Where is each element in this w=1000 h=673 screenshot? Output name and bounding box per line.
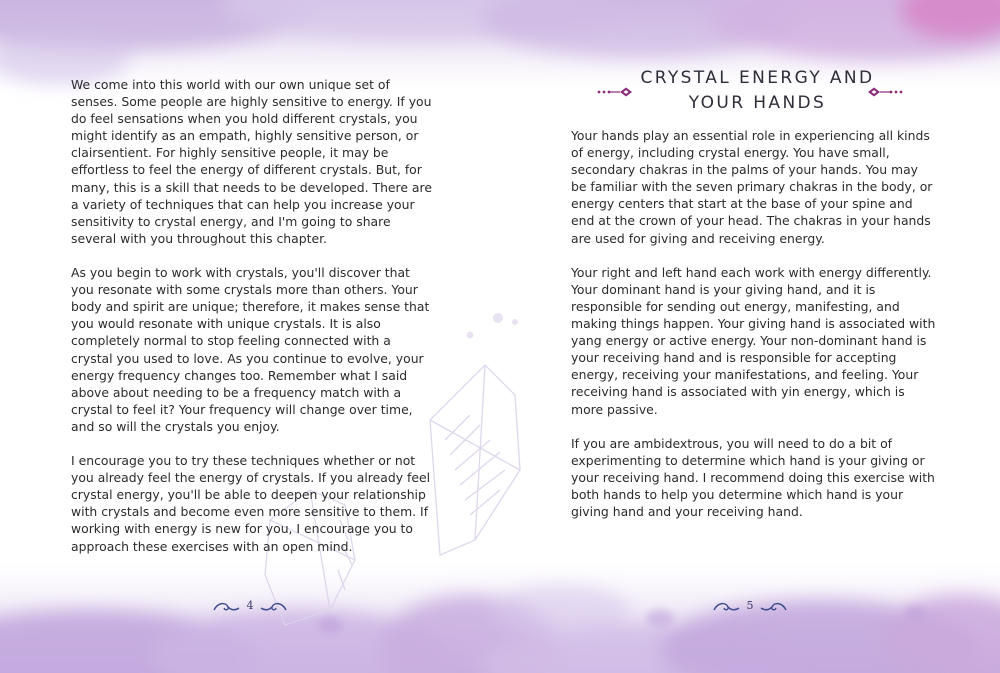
page-number-right: 5 [746,599,754,612]
left-paragraph-1: We come into this world with our own unique set of senses. Some people are highly sensitive to energy. If you do feel sensations when you hold different crystals, you might identify as an empath, highly sensitive person, or clairsentient. For highly sensitive people, it may be effortless to feel the energy of different crystals. But, for many, this is a skill that needs to be developed. There are a variety of techniques that can help you increase your sensitivity to crystal energy, and I'm going to share several with you throughout this chapter. [71,77,432,246]
right-page [500,0,1000,673]
right-page-folio [710,598,790,618]
left-paragraph-3: I encourage you to try these techniques whether or not you already feel the energy of crystals. If you already feel crystal energy, you'll be able to deepen your relationship with crystals and become even more sensitive to them. If working with energy is new for you, I encourage you to approach these exercises with an open mind. [71,453,431,554]
left-paragraph-2: As you begin to work with crystals, you'll discover that you resonate with some crystals more than others. Your body and spirit are unique; therefore, it makes sense that you would resonate with unique crystals. It is also completely normal to stop feeling connected with a crystal you used to love. As you continue to evolve, your energy frequency changes too. Remember what I said above about needing to be a frequency match with a crystal to feel it? Your frequency will change over time, and so will the crystals you enjoy. [71,265,430,434]
diamond-dots-ornament-icon [866,86,904,98]
right-page-body [571,127,936,537]
page-number-left: 4 [246,599,254,612]
right-paragraph-3: If you are ambidextrous, you will need to do a bit of experimenting to determine which hand is your giving or your receiving hand. I recommend doing this exercise with both hands to help you determine which hand is your giving hand and your receiving hand. [571,435,935,520]
chapter-title-line-2: YOUR HANDS [688,93,827,113]
right-paragraph-2: Your right and left hand each work with energy differently. Your dominant hand is your giving hand, and it is responsible for sending out energy, manifesting, and making things happen. Your giving hand is associated with yang energy or active energy. Your non-dominant hand is your receiving hand and is responsible for accepting energy, receiving your manifestations, and feeling. Your receiving hand is associated with yin energy, which is more passive. [571,264,936,417]
chapter-title [620,66,895,116]
left-page-body [71,76,436,572]
left-page-folio [210,598,290,618]
right-paragraph-1: Your hands play an essential role in experiencing all kinds of energy, including crystal energy. You have small, secondary chakras in the palms of your hands. You may be familiar with the seven primary chakras in the body, or energy centers that start at the base of your spine and end at the crown of your head. The chakras in your hands are used for giving and receiving energy. [571,128,933,246]
chapter-title-line-1: CRYSTAL ENERGY AND [640,68,875,88]
